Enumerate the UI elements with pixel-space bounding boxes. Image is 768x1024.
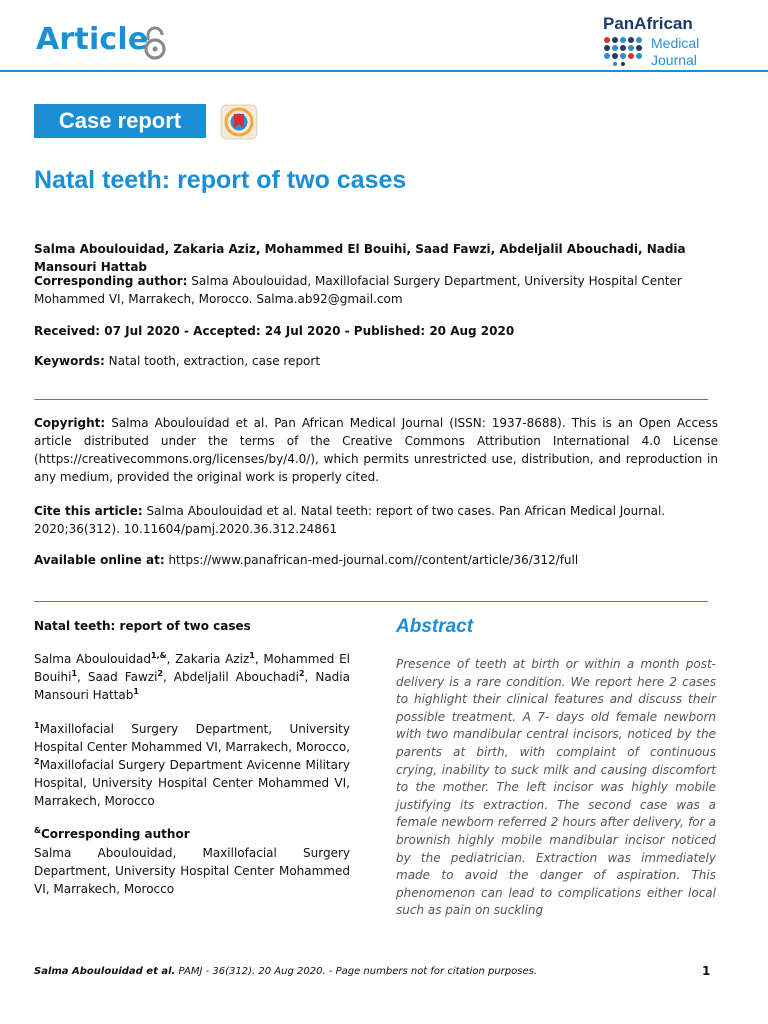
logo-dots-icon [603, 36, 649, 66]
available-link[interactable]: https://www.panafrican-med-journal.com//content/article/36/312/full [164, 553, 579, 567]
header-divider [0, 70, 768, 72]
section-divider-2 [34, 601, 708, 602]
article-label: Article [36, 22, 149, 57]
author-2-sup: 1 [249, 651, 255, 660]
corresponding-author [34, 272, 718, 308]
section-divider-1 [34, 399, 708, 400]
dates-text: Received: 07 Jul 2020 - Accepted: 24 Jul 2020 - Published: 20 Aug 2020 [34, 324, 515, 338]
corresponding-details: Salma Aboulouidad, Maxillofacial Surgery Department, University Hospital Center Mohammed VI, Marrakech, Morocco [34, 846, 350, 896]
available-online [34, 551, 718, 569]
corresponding-heading-text: Corresponding author [40, 827, 190, 841]
author-3-sup: 1 [71, 669, 78, 678]
left-column-title [34, 617, 350, 635]
corresponding-sup: & [34, 826, 41, 835]
affiliations [34, 720, 350, 810]
case-report-badge: Case report [34, 104, 206, 138]
author-1-sup: 1,& [151, 651, 167, 660]
corresponding-label: Corresponding author: [34, 274, 188, 288]
logo-line-journal: Journal [651, 52, 697, 68]
affiliation-1: Maxillofacial Surgery Department, University Hospital Center Mohammed VI, Marrakech, Morocco, [34, 722, 350, 754]
logo-line-medical: Medical [651, 35, 700, 51]
left-title-text: Natal teeth: report of two cases [34, 619, 251, 633]
keywords-text: Natal tooth, extraction, case report [104, 354, 321, 368]
author-4: , Saad Fawzi [77, 670, 158, 684]
abstract-heading: Abstract [396, 616, 474, 637]
left-column-authors [34, 650, 350, 704]
journal-logo [600, 14, 720, 68]
cite-label: Cite this article: [34, 504, 143, 518]
authors-line [34, 240, 718, 276]
abstract-text: Presence of teeth at birth or within a month post-delivery is a rare condition. We report here 2 cases to highlight their clinical features and discuss their possible treatment. A 7- days old female newborn with two mandibular central incisors, noticed by the parents at birth, with complaint of continuous crying, inability to suck milk and causing discomfort to the mother. The left incisor was highly mobile justifying its extraction. The second case was a female newborn referred 2 hours after delivery, for a brownish highly mobile mandibular incisor noticed by the pediatrician. Extraction was immediately made to avoid the danger of aspiration. This phenomenon can lead to complications either local such as pain on suckling [396, 657, 716, 918]
available-label: Available online at: [34, 553, 165, 567]
copyright-label: Copyright: [34, 416, 106, 430]
author-5: , Abdeljalil Abouchadi [162, 670, 299, 684]
author-3: , Mohammed El Bouihi [34, 652, 350, 684]
footer-author: Salma Aboulouidad et al. [34, 966, 176, 977]
affiliation-2-sup: 2 [34, 757, 40, 766]
dates-line [34, 322, 718, 340]
author-6: , Nadia Mansouri Hattab [34, 670, 350, 702]
author-2: , Zakaria Aziz [166, 652, 250, 666]
affiliation-2: Maxillofacial Surgery Department Avicenne Military Hospital, University Hospital Center Mohammed VI, Marrakech, Morocco [34, 758, 350, 808]
bookmark-icon[interactable] [220, 104, 258, 140]
keywords-line [34, 352, 718, 370]
corresponding-heading [34, 825, 350, 843]
open-access-lock-icon [142, 26, 168, 60]
author-1: Salma Aboulouidad [34, 652, 152, 666]
cite-block [34, 502, 718, 538]
author-4-sup: 2 [157, 669, 163, 678]
keywords-label: Keywords: [34, 354, 105, 368]
copyright-block [34, 414, 718, 486]
author-6-sup: 1 [133, 687, 139, 696]
author-5-sup: 2 [298, 669, 305, 678]
page-number: 1 [702, 964, 711, 978]
page-footer [34, 966, 537, 977]
copyright-text: Salma Aboulouidad et al. Pan African Medical Journal (ISSN: 1937-8688). This is an Open Access article distributed under the terms of the Creative Commons Attribution International 4.0 License (https://creativecommons.org/licenses/by/4.0/), which permits unrestricted use, distribution, and reproduction in any medium, provided the original work is properly cited. [34, 416, 718, 484]
corresponding-text: Salma Aboulouidad, Maxillofacial Surgery Department, University Hospital Center Mohammed VI, Marrakech, Morocco. Salma.ab92@gmail.com [34, 274, 682, 306]
footer-text: PAMJ - 36(312). 20 Aug 2020. - Page numbers not for citation purposes. [175, 966, 538, 977]
logo-name: PanAfrican [603, 14, 693, 33]
cite-text: Salma Aboulouidad et al. Natal teeth: report of two cases. Pan African Medical Journal. 2020;36(312). 10.11604/pamj.2020.36.312.24861 [34, 504, 666, 536]
affiliation-1-sup: 1 [34, 721, 40, 730]
authors-text: Salma Aboulouidad, Zakaria Aziz, Mohammed El Bouihi, Saad Fawzi, Abdeljalil Abouchadi, Nadia Mansouri Hattab [34, 242, 686, 274]
page-title: Natal teeth: report of two cases [34, 166, 407, 194]
